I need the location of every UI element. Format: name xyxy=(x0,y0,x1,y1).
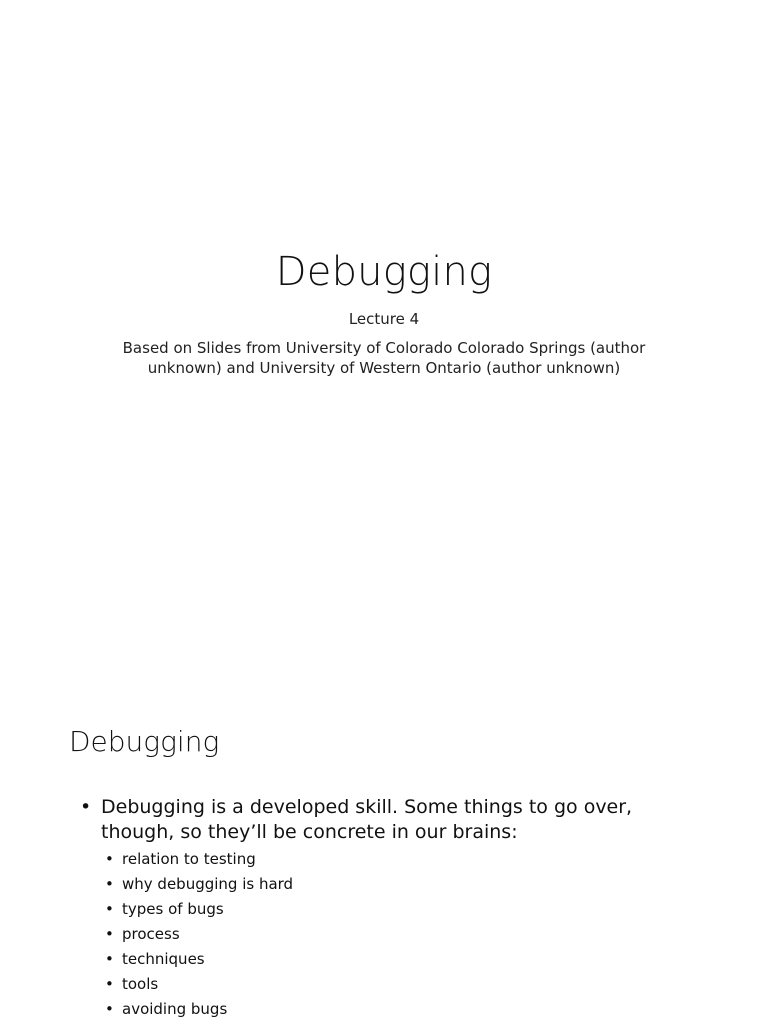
sub-bullet-marker: • xyxy=(105,975,114,993)
sub-bullet-item xyxy=(105,872,640,897)
sub-bullet-item xyxy=(105,847,640,872)
content-slide xyxy=(0,576,768,1024)
sub-bullet-item xyxy=(105,997,640,1022)
sub-bullet-text: avoiding bugs xyxy=(122,1000,228,1018)
main-bullet xyxy=(80,795,640,1022)
credits-text: Based on Slides from University of Colorado Colorado Springs (author unknown) and University of Western Ontario (author unknown) xyxy=(122,339,646,377)
sub-bullet-marker: • xyxy=(105,1000,114,1018)
sub-bullet-item xyxy=(105,947,640,972)
bullet-marker: • xyxy=(80,796,92,818)
sub-bullet-text: process xyxy=(122,925,180,943)
sub-bullet-marker: • xyxy=(105,900,114,918)
main-bullet-text: Debugging is a developed skill. Some things to go over, though, so they’ll be concrete in our brains: xyxy=(101,796,633,843)
sub-bullet-item xyxy=(105,972,640,997)
sub-bullet-item xyxy=(105,897,640,922)
sub-bullet-list xyxy=(101,847,640,1022)
content-slide-title: Debugging xyxy=(69,725,220,758)
sub-bullet-item xyxy=(105,922,640,947)
sub-bullet-text: why debugging is hard xyxy=(122,875,294,893)
sub-bullet-marker: • xyxy=(105,850,114,868)
slide-title: Debugging xyxy=(275,249,493,295)
sub-bullet-marker: • xyxy=(105,925,114,943)
sub-bullet-text: types of bugs xyxy=(122,900,224,918)
sub-bullet-text: techniques xyxy=(122,950,205,968)
sub-bullet-marker: • xyxy=(105,875,114,893)
lecture-number: Lecture 4 xyxy=(348,310,420,328)
sub-bullet-marker: • xyxy=(105,950,114,968)
bullet-list xyxy=(80,795,640,1022)
sub-bullet-text: tools xyxy=(122,975,159,993)
sub-bullet-text: relation to testing xyxy=(122,850,256,868)
